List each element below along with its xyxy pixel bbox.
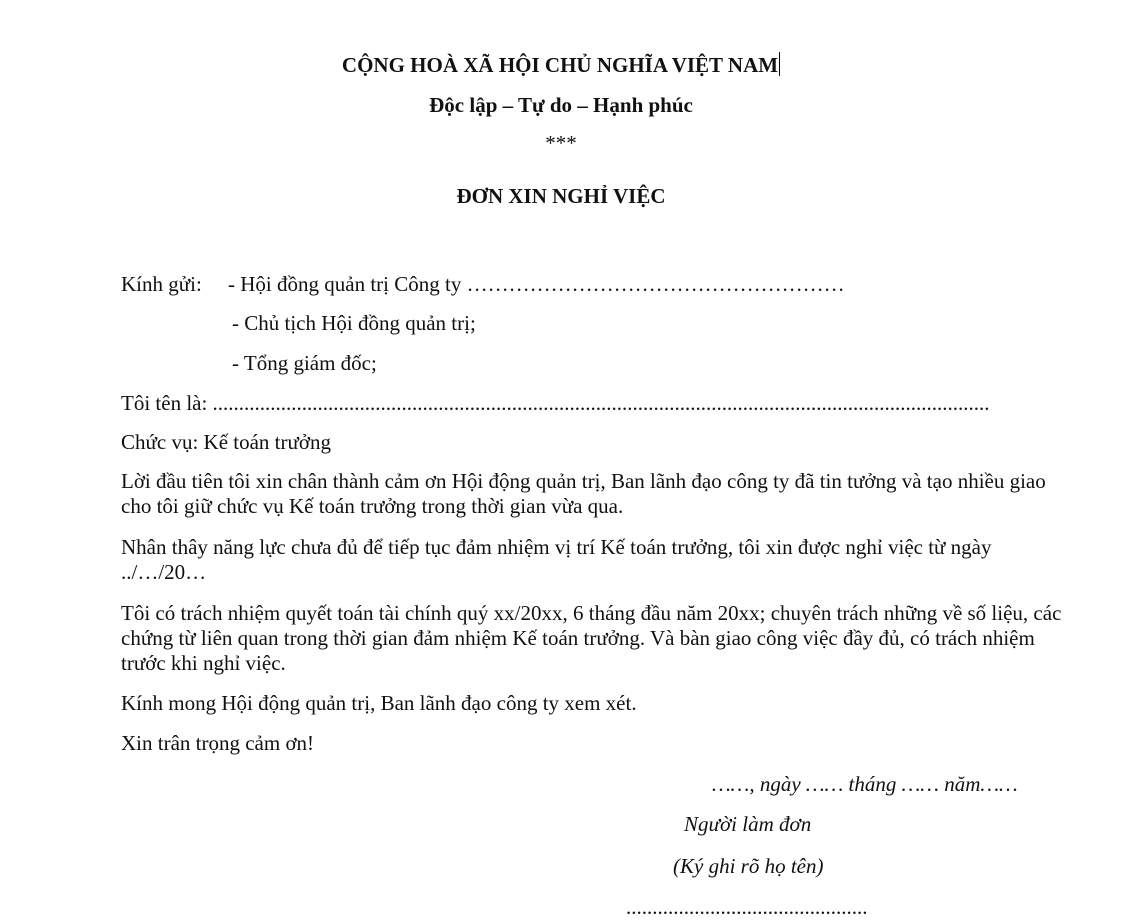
paragraph: Nhân thây năng lực chưa đủ để tiếp tục đảm nhiệm vị trí Kế toán trưởng, tôi xin được nghỉ việc từ ngày ../…/20… [121,535,992,584]
paragraph: Lời đầu tiên tôi xin chân thành cảm ơn Hội động quản trị, Ban lãnh đạo công ty đã tin tưởng và tạo nhiều giao cho tôi giữ chức vụ Kế toán trưởng trong thời gian vừa qua. [121,469,1046,518]
name-field: Tôi tên là: .................................................................................................................................................... [121,391,990,415]
motto-heading: Độc lập – Tự do – Hạnh phúc [429,93,693,117]
paragraph: Xin trân trọng cảm ơn! [121,731,315,755]
nation-heading: CỘNG HOÀ XÃ HỘI CHỦ NGHĨA VIỆT NAM [341,53,779,77]
document-title: ĐƠN XIN NGHỈ VIỆC [456,184,666,208]
recipient-item: - Chủ tịch Hội đồng quản trị; [232,311,476,335]
text-cursor [779,52,780,76]
paragraph: Kính mong Hội động quản trị, Ban lãnh đạo công ty xem xét. [121,691,637,715]
position-field: Chức vụ: Kế toán trưởng [121,430,331,454]
recipients-label: Kính gửi: [121,272,202,296]
signature-instruction: (Ký ghi rõ họ tên) [673,854,824,878]
signature-line: .............................................. [626,895,868,919]
recipient-item: - Tổng giám đốc; [232,351,377,375]
stars-separator: *** [545,131,577,155]
signature-date-line: ……, ngày …… tháng …… năm…… [712,772,1018,796]
recipient-item: - Hội đồng quản trị Công ty ……………………………………………… [228,272,845,296]
signer-label: Người làm đơn [684,812,812,836]
paragraph: Tôi có trách nhiệm quyết toán tài chính quý xx/20xx, 6 tháng đầu năm 20xx; chuyên trách những về số liệu, các chứng từ liên quan trong thời gian đảm nhiệm Kế toán trưởng. Và bàn giao công việc đầy đủ, có trách nhiệm trước khi nghỉ việc. [121,601,1062,675]
